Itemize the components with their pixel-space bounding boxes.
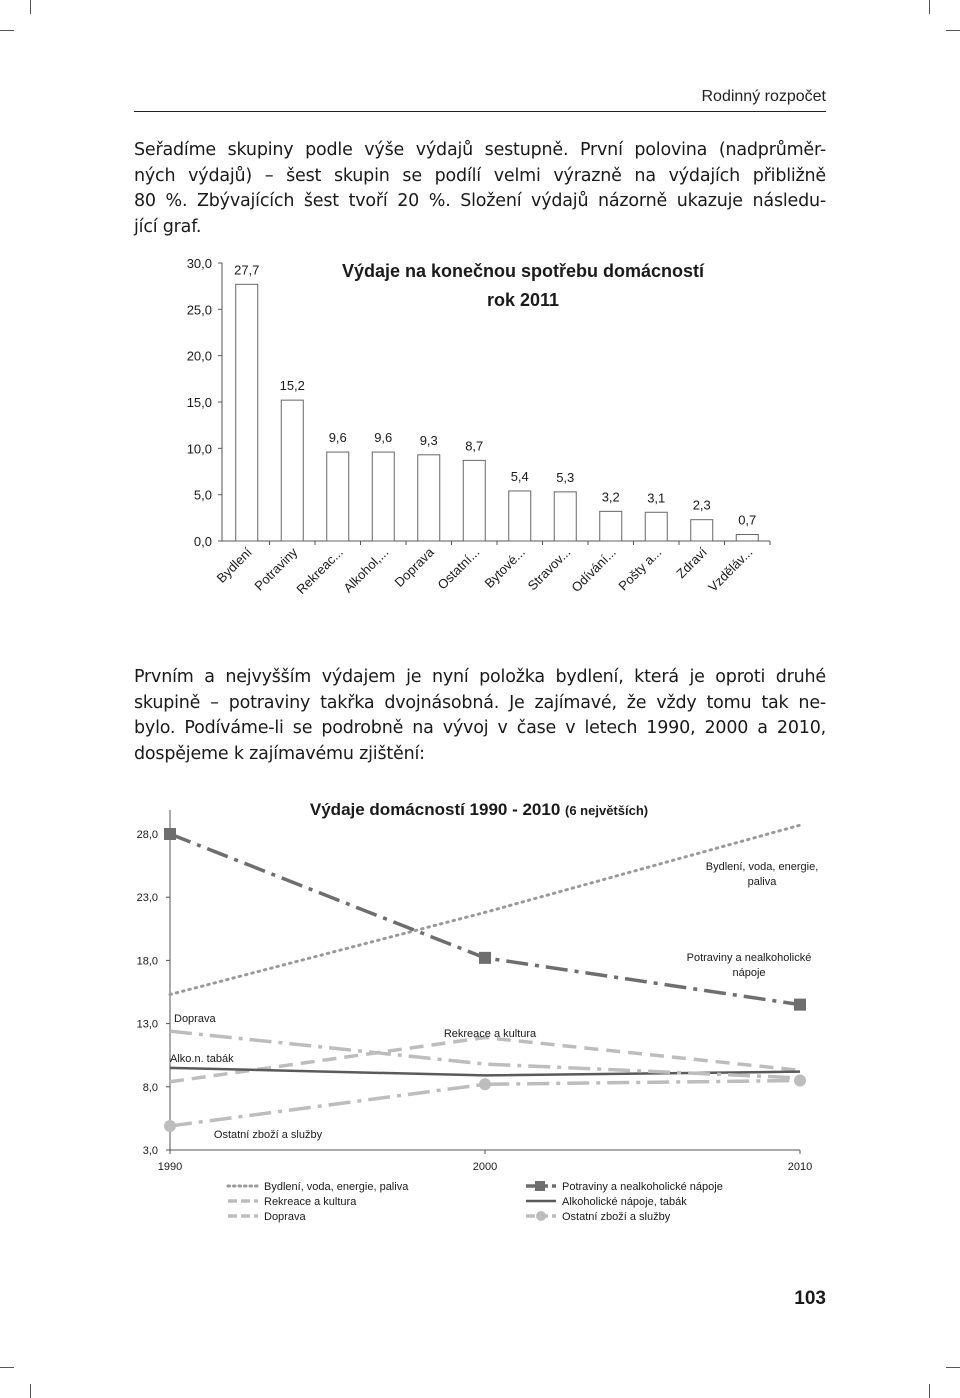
y-tick-label: 23,0 (136, 892, 158, 905)
bar-value-label: 5,3 (556, 469, 575, 485)
y-tick-label: 20,0 (186, 348, 212, 364)
paragraph-analysis (134, 665, 826, 767)
legend-label: Alkoholické nápoje, tabák (562, 1196, 687, 1208)
bar-value-label: 9,6 (328, 430, 347, 446)
y-tick-label: 18,0 (136, 955, 158, 968)
category-label: Doprava (391, 544, 437, 590)
crop-mark (30, 1384, 31, 1398)
series-annotation: nápoje (732, 967, 766, 979)
category-label: Ostatní... (434, 544, 483, 593)
bar (372, 452, 394, 541)
series-annotation: paliva (747, 876, 777, 888)
legend-label: Rekreace a kultura (264, 1196, 357, 1208)
bar-value-label: 3,2 (601, 489, 620, 505)
series-annotation: Ostatní zboží a služby (213, 1129, 323, 1141)
bar (236, 284, 258, 541)
bar (554, 492, 576, 541)
y-tick-label: 0,0 (193, 534, 212, 549)
crop-mark (0, 1367, 14, 1368)
x-tick-label: 2000 (472, 1161, 498, 1173)
paragraph-line: skupině – potraviny takřka dvojnásobná. Je zajímavé, že vždy tomu tak ne- (134, 692, 826, 713)
bar (509, 491, 531, 541)
paragraph-line: ných výdajů) – šest skupin se podílí velmi výrazně na výdajích přibližně (134, 165, 826, 186)
series-annotation: Doprava (174, 1013, 216, 1025)
running-header: Rodinný rozpočet (701, 88, 826, 105)
legend-label: Bydlení, voda, energie, paliva (264, 1181, 409, 1193)
crop-mark (929, 1384, 930, 1398)
bar-value-label: 2,3 (692, 497, 711, 513)
y-tick-label: 3,0 (142, 1145, 158, 1157)
line-chart-1990-2010 (0, 790, 960, 1230)
x-tick-label: 2010 (787, 1161, 813, 1173)
legend-marker (535, 1181, 545, 1191)
paragraph-line: Prvním a nejvyšším výdajem je nyní položka bydlení, která je oproti druhé (134, 667, 826, 687)
series-marker (479, 1078, 491, 1090)
page-number: 103 (794, 1288, 826, 1309)
crop-mark (30, 0, 31, 14)
category-label: Stravov... (524, 544, 574, 594)
header-rule (134, 111, 826, 112)
series-annotation: Bydlení, voda, energie, (705, 861, 819, 873)
category-label: Bytové... (481, 544, 528, 591)
category-label: Bydlení (213, 544, 255, 586)
category-label: Odívání... (568, 544, 619, 595)
y-tick-label: 10,0 (186, 441, 212, 457)
series-line (170, 834, 800, 1005)
bar (418, 455, 440, 541)
series-marker (794, 999, 806, 1011)
series-line (170, 825, 800, 994)
category-label: Zdraví (673, 544, 710, 582)
paragraph-line: Seřadíme skupiny podle výše výdajů sestupně. První polovina (nadprůměr- (134, 140, 826, 160)
crop-mark (929, 0, 930, 14)
category-label: Potraviny (251, 544, 301, 594)
crop-mark (946, 1367, 960, 1368)
crop-mark (946, 30, 960, 31)
legend-label: Doprava (264, 1211, 306, 1223)
bar (645, 512, 667, 541)
series-annotation: Potraviny a nealkoholické (686, 952, 812, 964)
y-tick-label: 28,0 (136, 829, 158, 841)
crop-mark (0, 30, 14, 31)
y-tick-label: 5,0 (193, 487, 212, 503)
bar (327, 452, 349, 541)
paragraph-line: bylo. Podíváme-li se podrobně na vývoj v čase v letech 1990, 2000 a 2010, (134, 718, 826, 738)
chart-subtitle: rok 2011 (486, 290, 560, 310)
paragraph-line: dospějeme k zajímavému zjištění: (134, 743, 425, 764)
bar-value-label: 9,3 (419, 432, 438, 448)
series-marker (164, 1120, 176, 1132)
chart-title-main: Výdaje domácností 1990 - 2010 (309, 800, 566, 819)
bar-value-label: 9,6 (374, 430, 393, 446)
bar (736, 535, 758, 541)
legend-marker (536, 1211, 546, 1221)
bar-value-label: 27,7 (234, 262, 260, 278)
x-tick-label: 1990 (157, 1161, 183, 1173)
series-marker (794, 1074, 806, 1086)
bar (691, 520, 713, 541)
y-tick-label: 30,0 (186, 256, 212, 271)
bar-value-label: 3,1 (647, 490, 666, 506)
series-marker (479, 952, 491, 964)
category-label: Rekreac... (293, 544, 346, 598)
paragraph-line: 80 %. Zbývajících šest tvoří 20 %. Složení výdajů názorně ukazuje následu- (134, 191, 826, 211)
category-label: Vzděláv... (705, 544, 756, 595)
y-tick-label: 13,0 (136, 1018, 158, 1031)
bar (281, 400, 303, 541)
category-label: Alkohol,... (340, 544, 392, 596)
category-label: Pošty a... (615, 544, 665, 594)
bar-value-label: 15,2 (279, 378, 305, 394)
chart-title (310, 800, 648, 819)
legend-label: Ostatní zboží a služby (562, 1211, 671, 1223)
legend-label: Potraviny a nealkoholické nápoje (562, 1181, 723, 1193)
y-tick-label: 15,0 (186, 395, 212, 410)
paragraph-intro (134, 138, 826, 240)
paragraph-line: jící graf. (134, 216, 202, 237)
bar-chart-2011 (0, 250, 960, 610)
y-tick-label: 25,0 (186, 302, 212, 318)
y-tick-label: 8,0 (142, 1081, 158, 1094)
series-annotation: Rekreace a kultura (443, 1028, 537, 1040)
bar (600, 511, 622, 541)
bar-value-label: 0,7 (738, 512, 757, 528)
series-marker (164, 828, 176, 840)
bar-value-label: 8,7 (465, 438, 484, 454)
chart-title: Výdaje na konečnou spotřebu domácností (341, 261, 705, 281)
bar (463, 460, 485, 541)
chart-title-note: (6 největších) (565, 803, 649, 818)
bar-value-label: 5,4 (510, 468, 529, 484)
series-annotation: Alko.n. tabák (170, 1053, 234, 1065)
